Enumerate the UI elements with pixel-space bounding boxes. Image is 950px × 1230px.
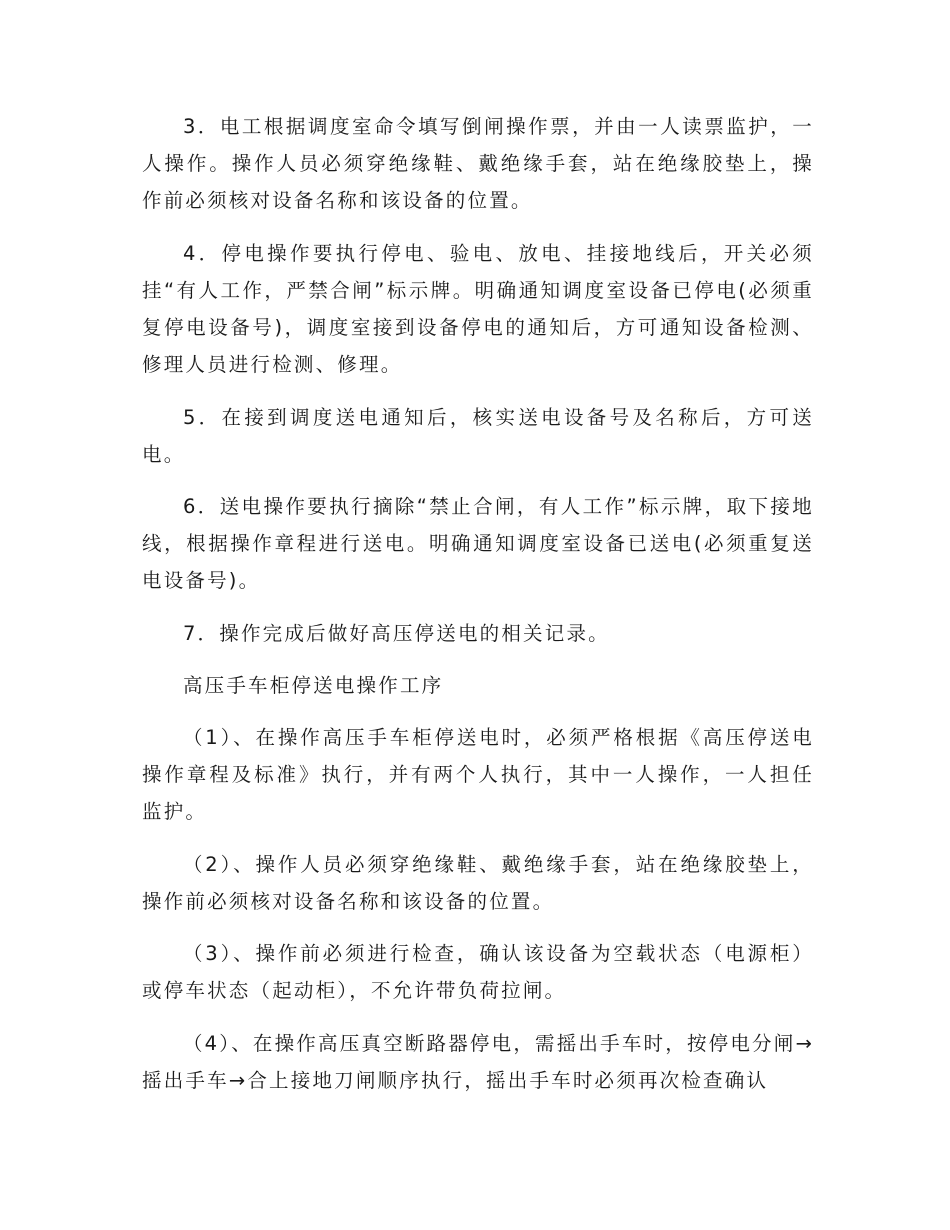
paragraph-step-3: 3．电工根据调度室命令填写倒闸操作票，并由一人读票监护，一人操作。操作人员必须穿绝缘鞋、戴绝缘手套，站在绝缘胶垫上，操作前必须核对设备名称和该设备的位置。 bbox=[142, 115, 814, 212]
paragraph-item-4: （4）、在操作高压真空断路器停电，需摇出手车时，按停电分闸→摇出手车→合上接地刀闸顺序执行，摇出手车时必须再次检查确认 bbox=[142, 1032, 814, 1092]
paragraph-step-7: 7．操作完成后做好高压停送电的相关记录。 bbox=[182, 622, 610, 645]
paragraph-item-3: （3）、操作前必须进行检查，确认该设备为空载状态（电源柜）或停车状态（起动柜），不允许带负荷拉闸。 bbox=[142, 942, 814, 1002]
paragraph-item-2: （2）、操作人员必须穿绝缘鞋、戴绝缘手套，站在绝缘胶垫上，操作前必须核对设备名称和该设备的位置。 bbox=[142, 853, 814, 913]
section-heading: 高压手车柜停送电操作工序 bbox=[182, 674, 444, 697]
paragraph-step-4: 4．停电操作要执行停电、验电、放电、挂接地线后，开关必须挂“有人工作，严禁合闸”标示牌。明确通知调度室设备已停电(必须重复停电设备号)，调度室接到设备停电的通知后，方可通知设备检测、修理人员进行检测、修理。 bbox=[142, 242, 814, 376]
paragraph-step-6: 6．送电操作要执行摘除“禁止合闸，有人工作”标示牌，取下接地线，根据操作章程进行送电。明确通知调度室设备已送电(必须重复送电设备号)。 bbox=[142, 495, 814, 592]
paragraph-step-5: 5．在接到调度送电通知后，核实送电设备号及名称后，方可送电。 bbox=[142, 406, 814, 466]
paragraph-item-1: （1）、在操作高压手车柜停送电时，必须严格根据《高压停送电操作章程及标准》执行，并有两个人执行，其中一人操作，一人担任监护。 bbox=[142, 726, 814, 823]
